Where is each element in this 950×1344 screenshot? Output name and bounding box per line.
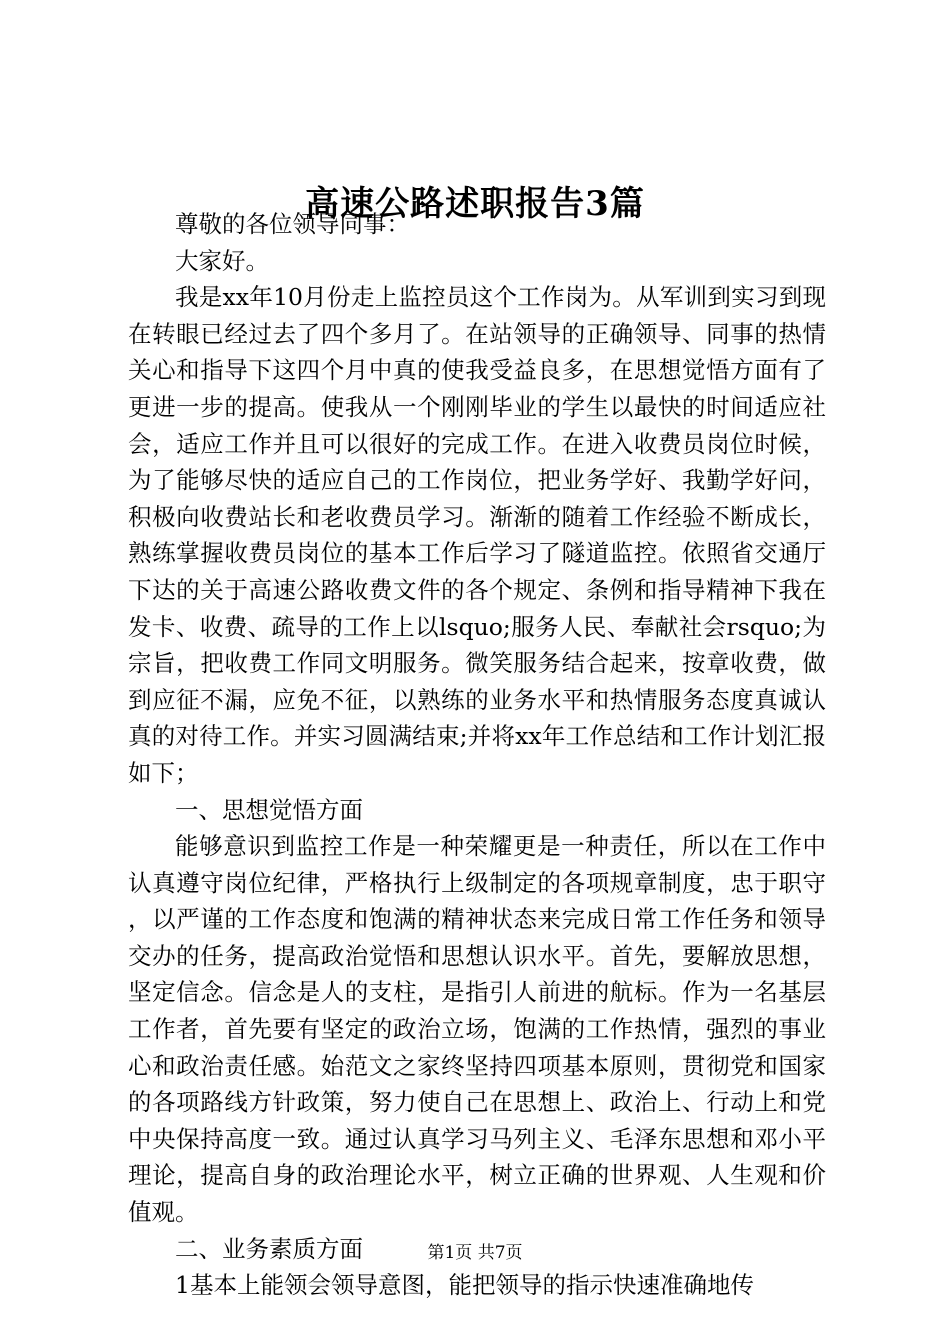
section-heading-ideology: 一、思想觉悟方面 (175, 795, 363, 824)
salutation: 尊敬的各位领导同事： (175, 210, 410, 238)
ideology-paragraph: 能够意识到监控工作是一种荣耀更是一种责任，所以在工作中认真遵守岗位纪律，严格执行上级制定的各项规章制度，忠于职守，以严谨的工作态度和饱满的精神状态来完成日常工作任务和领导交办的任务，提高政治觉悟和思想认识水平。首先，要解放思想，坚定信念。信念是人的支柱，是指引人前进的航标。作为一名基层工作者，首先要有坚定的政治立场，饱满的工作热情，强烈的事业心和政治责任感。始范文之家终坚持四项基本原则，贯彻党和国家的各项路线方针政策，努力使自己在思想上、政治上、行动上和党中央保持高度一致。通过认真学习马列主义、毛泽东思想和邓小平理论，提高自身的政治理论水平，树立正确的世界观、人生观和价值观。 (128, 832, 826, 1227)
section-heading-business: 二、业务素质方面 (175, 1234, 363, 1263)
document-title: 高速公路述职报告3篇 (305, 184, 645, 224)
page-number-footer: 第1页 共7页 (427, 1243, 523, 1263)
greeting: 大家好。 (175, 246, 269, 275)
intro-paragraph: 我是xx年10月份走上监控员这个工作岗为。从军训到实习到现在转眼已经过去了四个多月了。在站领导的正确领导、同事的热情关心和指导下这四个月中真的使我受益良多，在思想觉悟方面有了更进一步的提高。使我从一个刚刚毕业的学生以最快的时间适应社会，适应工作并且可以很好的完成工作。在进入收费员岗位时候，为了能够尽快的适应自己的工作岗位，把业务学好、我勤学好问，积极向收费站长和老收费员学习。渐渐的随着工作经验不断成长，熟练掌握收费员岗位的基本工作后学习了隧道监控。依照省交通厅下达的关于高速公路收费文件的各个规定、条例和指导精神下我在发卡、收费、疏导的工作上以lsquo;服务人民、奉献社会rsquo;为宗旨，把收费工作同文明服务。微笑服务结合起来，按章收费，做到应征不漏，应免不征，以熟练的业务水平和热情服务态度真诚认真的对待工作。并实习圆满结束;并将xx年工作总结和工作计划汇报如下； (128, 283, 826, 787)
business-paragraph: 1基本上能领会领导意图，能把领导的指示快速准确地传 (175, 1271, 754, 1300)
document-body (128, 206, 826, 1304)
